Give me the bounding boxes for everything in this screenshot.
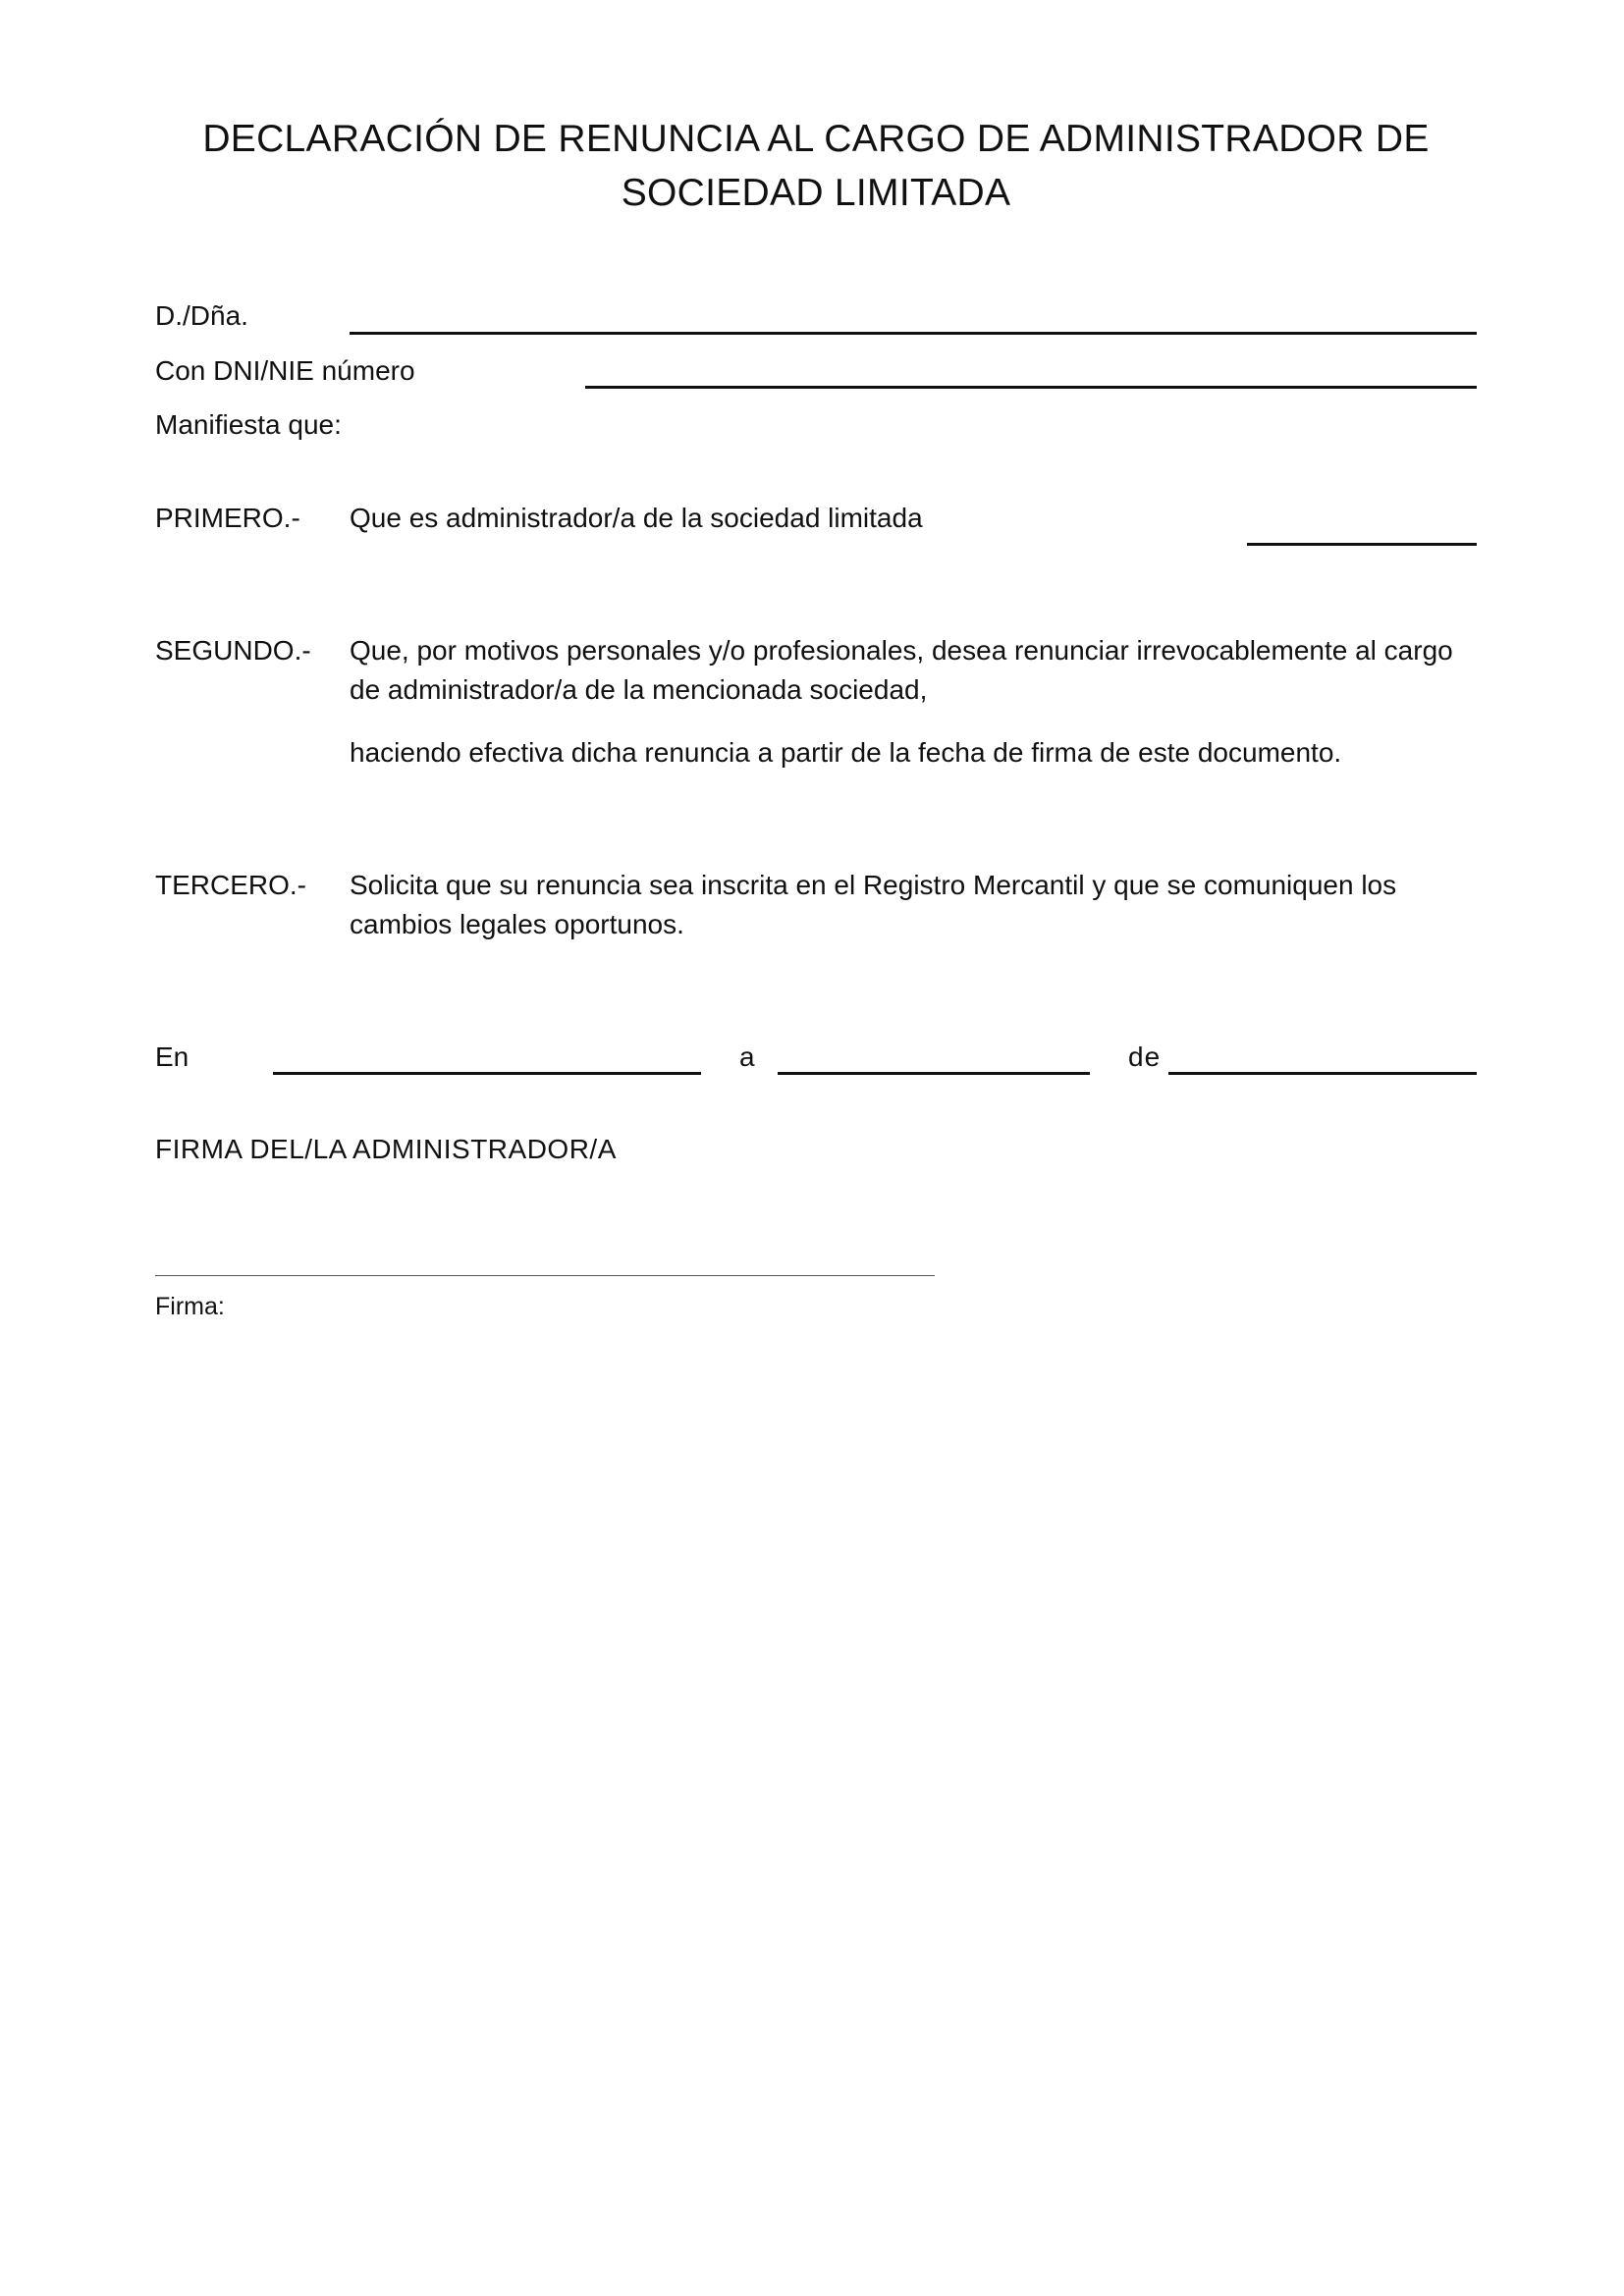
clause-segundo-label: SEGUNDO.- bbox=[155, 635, 311, 666]
sociedad-field-line[interactable] bbox=[1247, 543, 1477, 546]
day-field-line[interactable] bbox=[778, 1072, 1090, 1075]
month-year-field-line[interactable] bbox=[1168, 1072, 1477, 1075]
signature-line[interactable] bbox=[155, 1275, 935, 1276]
clause-segundo-text: Que, por motivos personales y/o profesionales, desea renunciar irrevocablemente al cargo de administrador/a de la mencionada sociedad, bbox=[350, 635, 1453, 705]
dni-label: Con DNI/NIE número bbox=[155, 355, 415, 386]
place-label: En bbox=[155, 1041, 189, 1072]
signature-label: Firma: bbox=[155, 1293, 225, 1320]
dni-field-line[interactable] bbox=[585, 386, 1477, 389]
clause-primero-label: PRIMERO.- bbox=[155, 503, 300, 533]
signature-heading: FIRMA DEL/LA ADMINISTRADOR/A bbox=[155, 1134, 617, 1164]
clause-segundo-text-2: haciendo efectiva dicha renuncia a partir de la fecha de firma de este documento. bbox=[350, 737, 1342, 768]
day-label: a bbox=[739, 1041, 755, 1072]
manifiesta-label: Manifiesta que: bbox=[155, 409, 342, 440]
document-title-line-2: SOCIEDAD LIMITADA bbox=[621, 172, 1011, 214]
place-field-line[interactable] bbox=[273, 1072, 701, 1075]
clause-tercero-text: Solicita que su renuncia sea inscrita en el Registro Mercantil y que se comuniquen los cambios legales oportunos. bbox=[350, 870, 1397, 939]
clause-primero-text: Que es administrador/a de la sociedad limitada bbox=[350, 503, 923, 533]
clause-tercero-label: TERCERO.- bbox=[155, 870, 306, 900]
name-field-line[interactable] bbox=[350, 332, 1477, 335]
document-title bbox=[155, 112, 1477, 220]
document-title-line-1: DECLARACIÓN DE RENUNCIA AL CARGO DE ADMINISTRADOR DE bbox=[202, 118, 1430, 160]
name-label: D./Dña. bbox=[155, 300, 248, 331]
month-label: de bbox=[1128, 1041, 1162, 1072]
